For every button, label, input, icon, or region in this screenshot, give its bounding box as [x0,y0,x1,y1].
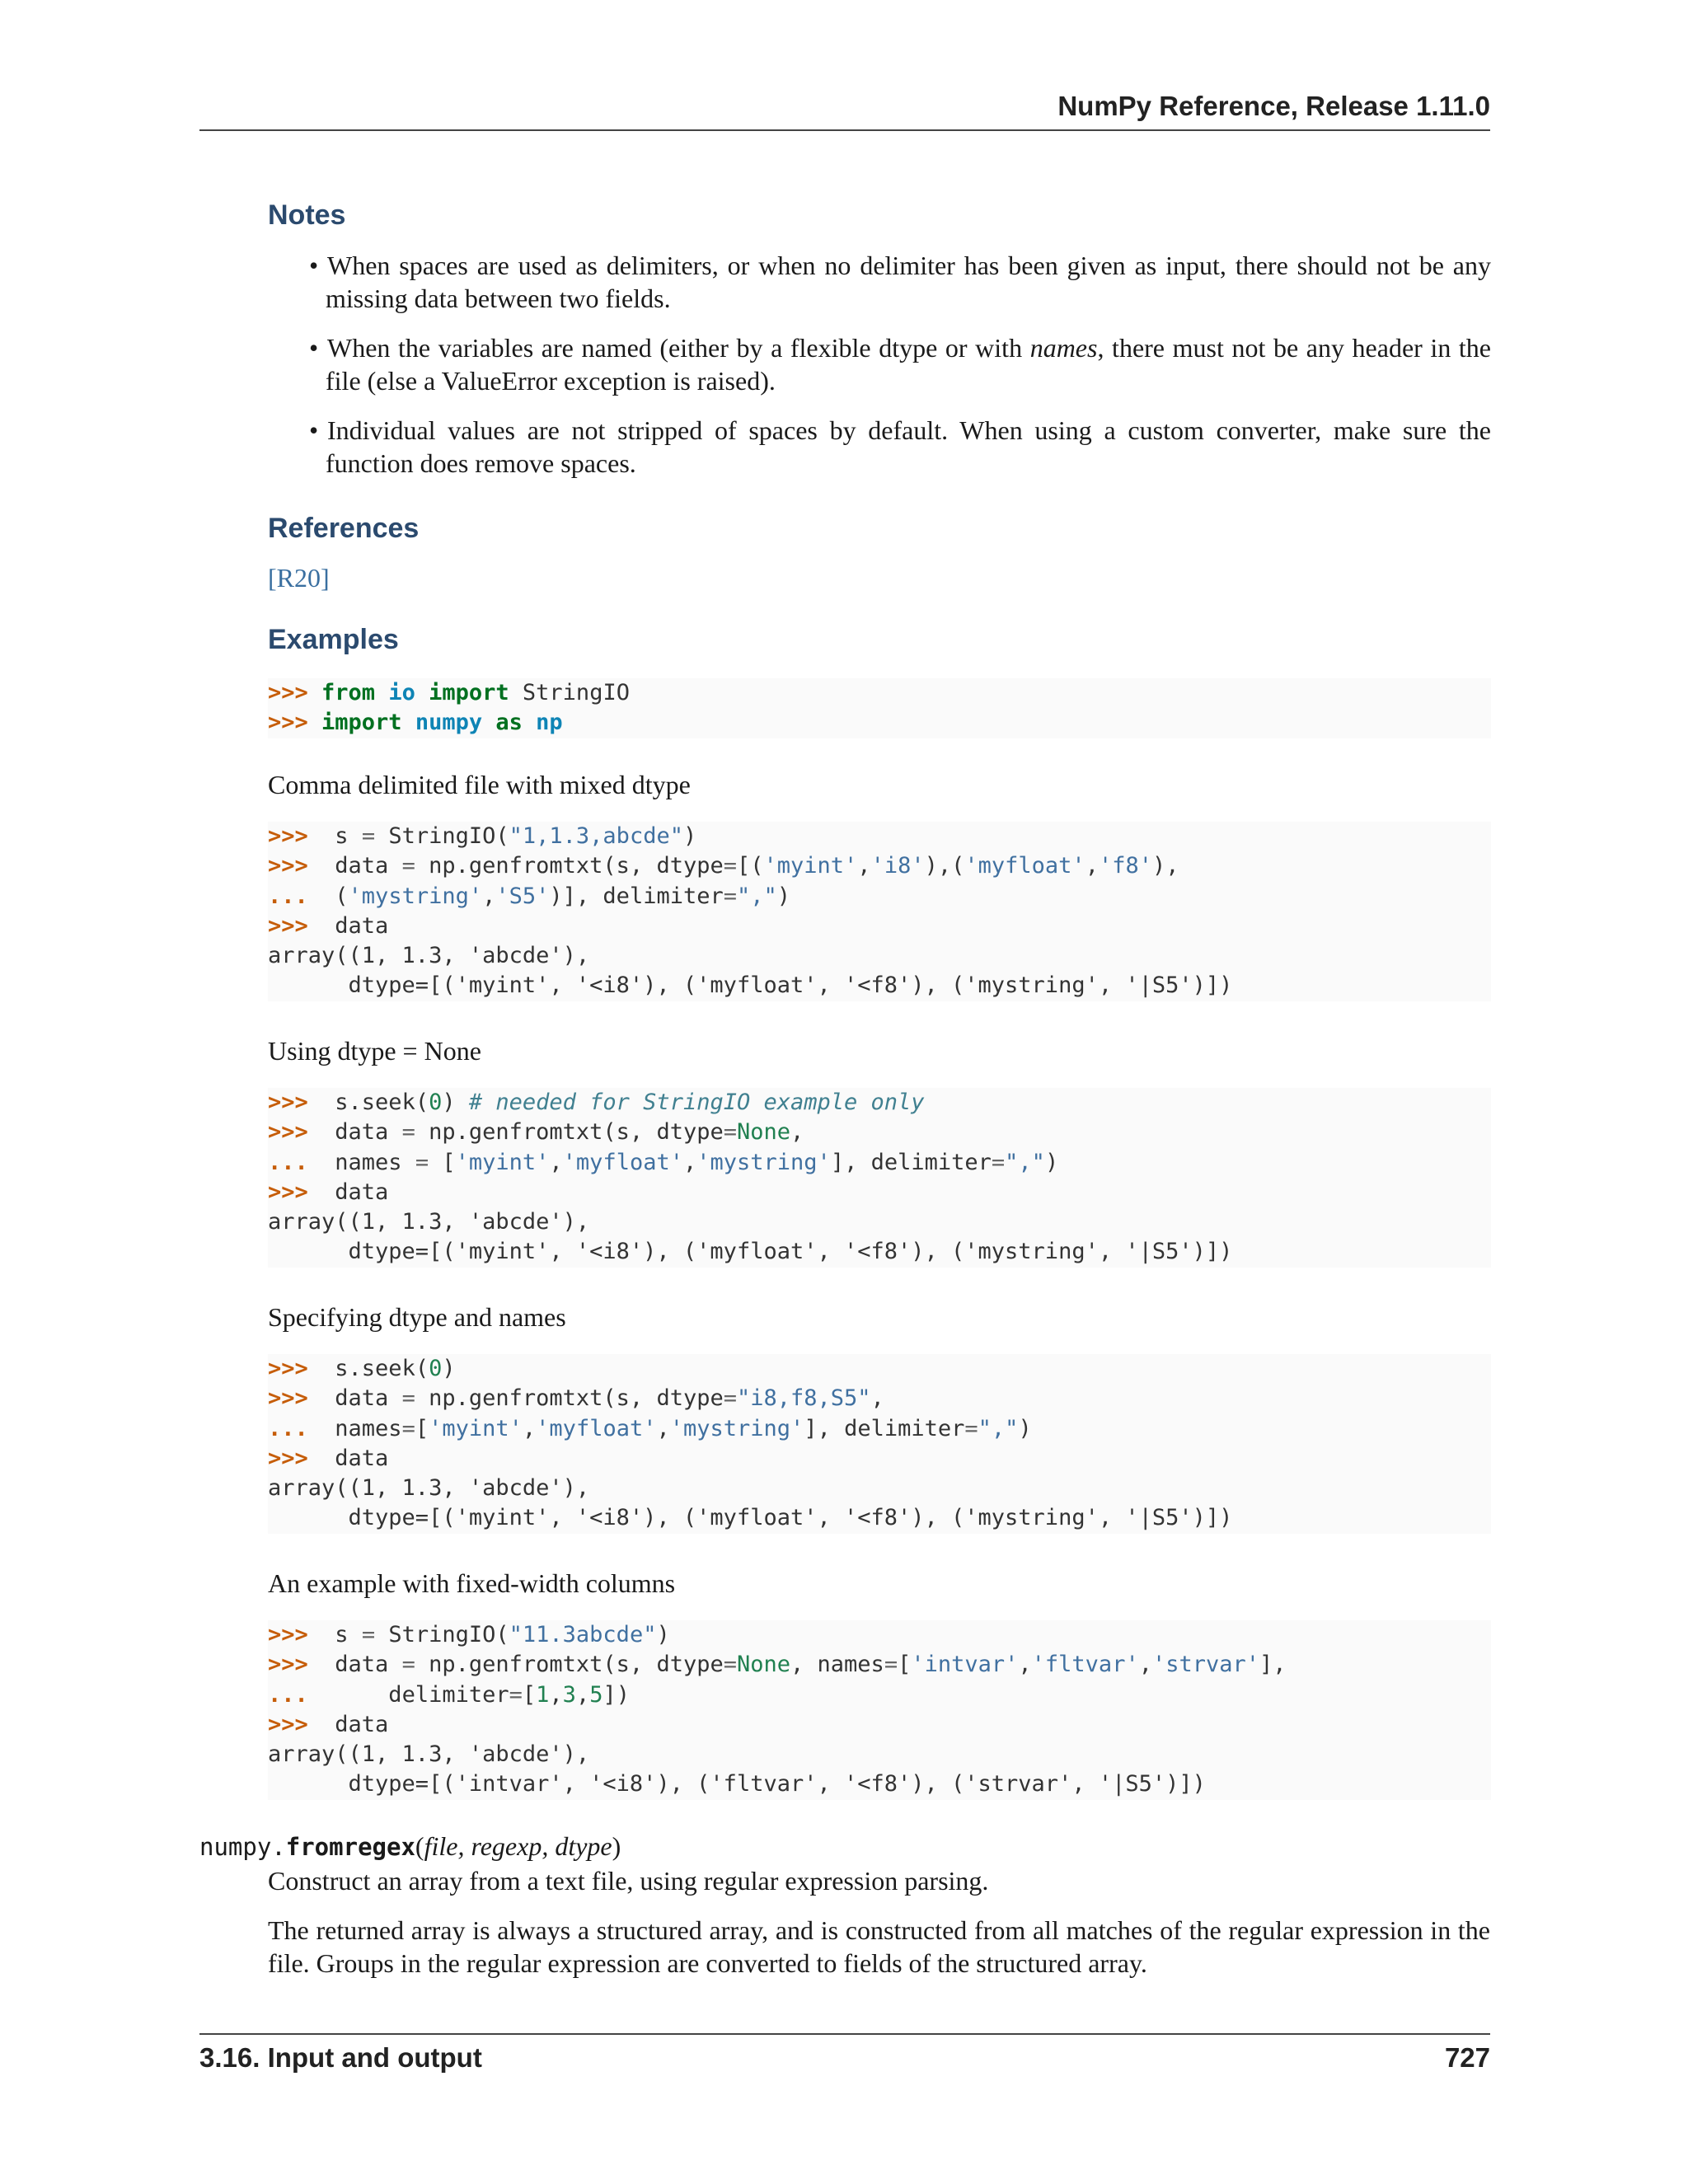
code-token: array((1, 1.3, 'abcde'), [268,1741,590,1768]
code-token: , [575,1681,590,1708]
reference-link[interactable]: [R20] [268,563,330,593]
code-token: , [857,853,871,879]
code-token: "," [978,1415,1019,1441]
code-token: "," [1005,1149,1045,1175]
code-token: , [1018,1652,1032,1678]
code-token: "11.3abcde" [509,1622,657,1647]
code-token: ], delimiter [804,1415,965,1441]
code-line [268,1088,1491,1118]
page-footer [199,2042,1490,2074]
code-token: = [361,823,376,849]
code-token: = [509,1681,523,1708]
header-rule [199,129,1490,131]
code-token: data [321,853,402,879]
code-line [268,1503,1491,1533]
code-token: 'myfloat' [536,1415,657,1441]
code-token: ) [682,823,697,849]
footer-rule [199,2033,1490,2035]
code-line [268,1414,1491,1444]
code-line [268,1118,1491,1147]
code-token: # needed for StringIO example only [468,1090,925,1115]
code-token: 'mystring' [696,1149,831,1175]
code-token: [ [898,1652,912,1678]
code-token: array((1, 1.3, 'abcde'), [268,943,590,969]
code-token [523,710,536,735]
code-token: io [388,680,415,705]
code-token: 'myint' [455,1149,550,1175]
example-caption: An example with fixed-width columns [268,1568,676,1598]
code-token: 0 [429,1090,443,1115]
code-token: [ [522,1681,537,1708]
code-token: = [361,1622,376,1647]
code-token: np.genfromtxt(s, dtype [415,1385,724,1412]
function-description: The returned array is always a structured array, and is constructed from all matches of the regular expression in the file. Groups in the regular expression are converted to fields of the structured array. [268,1915,1490,1978]
code-token: 'mystring' [669,1415,804,1441]
code-token: ... [268,883,322,909]
code-token: ) [442,1356,456,1381]
code-token [375,680,388,705]
code-token: s.seek( [321,1356,429,1381]
code-token: "," [737,883,777,909]
code-token: ),( [924,853,965,879]
code-token: , [482,883,496,909]
code-token: = [401,1385,415,1412]
code-token: data [321,1385,402,1412]
code-token: data [321,1711,389,1737]
code-line [268,1384,1491,1413]
code-token: = [991,1149,1006,1175]
code-line [268,1680,1491,1710]
paren-close: ) [612,1831,621,1861]
example-caption: Comma delimited file with mixed dtype [268,770,691,799]
function-summary: Construct an array from a text file, using regular expression parsing. [268,1866,989,1896]
code-token: = [964,1415,978,1441]
code-token: ) [776,883,791,909]
code-token: [ [415,1415,429,1441]
code-token: , [870,1385,884,1412]
code-token: , names [790,1652,884,1678]
code-token: import [321,710,402,736]
code-token: ], delimiter [830,1149,992,1175]
code-token: >>> [268,710,322,736]
code-token: 'myfloat' [964,853,1085,879]
note-text: When the variables are named (either by a flexible dtype or with [327,333,1030,363]
code-token: 'i8' [870,853,925,879]
code-token: [( [736,853,764,879]
function-name: fromregex [285,1833,415,1861]
code-line [268,1354,1491,1384]
code-token: = [401,853,415,879]
code-token: )], delimiter [549,883,724,909]
code-token: ) [1018,1415,1032,1441]
example-caption: Using dtype = None [268,1036,481,1066]
code-token: ... [268,1681,322,1708]
code-line [268,1444,1491,1474]
code-token: >>> [268,1652,322,1678]
code-token: data [321,912,389,939]
code-token: [ [429,1149,456,1175]
code-token: = [401,1652,415,1678]
bullet: • [309,415,319,445]
code-line [268,678,1491,708]
code-token: = [401,1119,415,1146]
code-token: None [736,1119,791,1146]
code-block [268,822,1491,1001]
code-token: = [723,1652,737,1678]
code-token: >>> [268,1356,322,1381]
references-heading: References [268,513,420,544]
code-line [268,1620,1491,1650]
code-token: , [549,1681,563,1708]
code-token: 'intvar' [911,1652,1019,1678]
code-token: 5 [589,1681,603,1708]
code-token: import [429,680,509,705]
code-token: np.genfromtxt(s, dtype [415,1652,724,1678]
code-line [268,1740,1491,1769]
code-block [268,1354,1491,1534]
code-block [268,678,1491,738]
code-token: 0 [429,1356,443,1381]
code-token: , [656,1415,670,1441]
code-token: 'myint' [763,853,858,879]
code-token: 'strvar' [1151,1652,1260,1678]
code-token [482,710,495,735]
code-token: , [1138,1652,1152,1678]
code-token: >>> [268,1090,322,1115]
note-emphasis: names [1029,333,1098,363]
code-token: np.genfromtxt(s, dtype [415,1119,724,1146]
code-token: array((1, 1.3, 'abcde'), [268,1209,590,1235]
code-line [268,1178,1491,1207]
note-text: , there must not be any header in the file (else a ValueError exception is raised). [326,333,1492,396]
code-token: >>> [268,1385,322,1412]
page-number: 727 [1444,2042,1490,2073]
bullet: • [309,251,319,280]
code-token: data [321,1179,389,1205]
code-line [268,1650,1491,1680]
code-token: ) [656,1622,670,1647]
code-token: data [321,1119,402,1146]
code-token: ], [1259,1652,1287,1678]
code-token: >>> [268,1179,322,1205]
code-token: = [723,1119,737,1146]
paren-open: ( [415,1831,424,1861]
code-token: , [1085,853,1099,879]
function-args: file, regexp, dtype [424,1831,612,1861]
code-line [268,912,1491,941]
code-token: = [723,1385,737,1412]
note-item [309,331,1492,397]
code-token: , [522,1415,537,1441]
code-line [268,1148,1491,1178]
function-signature [199,1831,621,1862]
code-line [268,708,1491,738]
code-token: np [536,710,563,736]
code-block [268,1088,1491,1268]
note-item [309,414,1491,480]
notes-heading: Notes [268,199,346,231]
code-line [268,1207,1491,1237]
code-line [268,851,1491,881]
code-line [268,971,1491,1001]
code-token: , [682,1149,697,1175]
code-line [268,1237,1491,1267]
code-token: 'mystring' [348,883,483,909]
code-token: 1 [536,1681,550,1708]
code-token: = [723,883,737,909]
code-token: ... [268,1149,322,1175]
code-line [268,882,1491,912]
code-token: dtype=[('myint', '<i8'), ('myfloat', '<f8'), ('mystring', '|S5')]) [268,1505,1233,1531]
code-line [268,941,1491,971]
code-token: s [321,823,362,849]
code-token [402,710,415,735]
code-token: 'myfloat' [562,1149,683,1175]
bullet: • [309,333,319,363]
code-token: data [321,1445,389,1471]
code-token: 'myint' [429,1415,523,1441]
note-item [309,249,1491,315]
code-token: as [495,710,523,736]
code-token: delimiter [321,1681,509,1708]
code-line [268,822,1491,851]
code-token: dtype=[('myint', '<i8'), ('myfloat', '<f8'), ('mystring', '|S5')]) [268,1239,1233,1265]
code-token: = [884,1652,898,1678]
code-token: "1,1.3,abcde" [509,823,683,849]
code-token: StringIO( [375,1622,509,1647]
code-token: = [415,1149,429,1175]
code-token: ) [1044,1149,1059,1175]
code-token: StringIO( [375,823,509,849]
example-caption: Specifying dtype and names [268,1302,566,1332]
code-token: >>> [268,853,322,879]
code-token: ... [268,1415,322,1441]
code-token: names [321,1415,402,1441]
code-token: np.genfromtxt(s, dtype [415,853,724,879]
code-token: ), [1151,853,1179,879]
code-token: array((1, 1.3, 'abcde'), [268,1475,590,1502]
page-header: NumPy Reference, Release 1.11.0 [1057,91,1490,121]
code-line [268,1769,1491,1799]
code-token: names [321,1149,415,1175]
code-token: StringIO [509,680,630,705]
code-token: = [723,853,737,879]
code-token: >>> [268,1622,322,1647]
footer-section: 3.16. Input and output [199,2042,482,2073]
code-token: 'fltvar' [1031,1652,1139,1678]
code-token: dtype=[('myint', '<i8'), ('myfloat', '<f8'), ('mystring', '|S5')]) [268,972,1233,999]
code-token: s [321,1622,362,1647]
code-token: from [321,680,376,705]
code-token: dtype=[('intvar', '<i8'), ('fltvar', '<f8'), ('strvar', '|S5')]) [268,1771,1206,1797]
code-token: 'S5' [495,883,550,909]
code-line [268,1474,1491,1503]
code-token: >>> [268,1119,322,1146]
code-token [415,680,429,705]
code-token: , [790,1119,804,1146]
code-token: , [549,1149,563,1175]
code-token: >>> [268,1445,322,1471]
code-token: 'f8' [1098,853,1152,879]
code-line [268,1710,1491,1740]
code-token: >>> [268,1711,322,1737]
code-token: None [736,1652,791,1678]
code-token: "i8,f8,S5" [736,1385,871,1412]
code-token: >>> [268,680,322,705]
code-token: >>> [268,912,322,939]
code-token: ]) [603,1681,630,1708]
code-token: ( [321,883,349,909]
code-token: >>> [268,823,322,849]
code-token: s.seek( [321,1090,429,1115]
code-block [268,1620,1491,1800]
note-text: Individual values are not stripped of spaces by default. When using a custom converter, make sure the function does remove spaces. [326,415,1491,478]
module-name: numpy. [199,1833,286,1861]
code-token: ) [442,1090,469,1115]
examples-heading: Examples [268,624,399,655]
note-text: When spaces are used as delimiters, or when no delimiter has been given as input, there should not be any missing data between two fields. [326,251,1491,313]
code-token: 3 [562,1681,576,1708]
code-token: numpy [415,710,483,736]
code-token: data [321,1652,402,1678]
code-token: = [401,1415,415,1441]
